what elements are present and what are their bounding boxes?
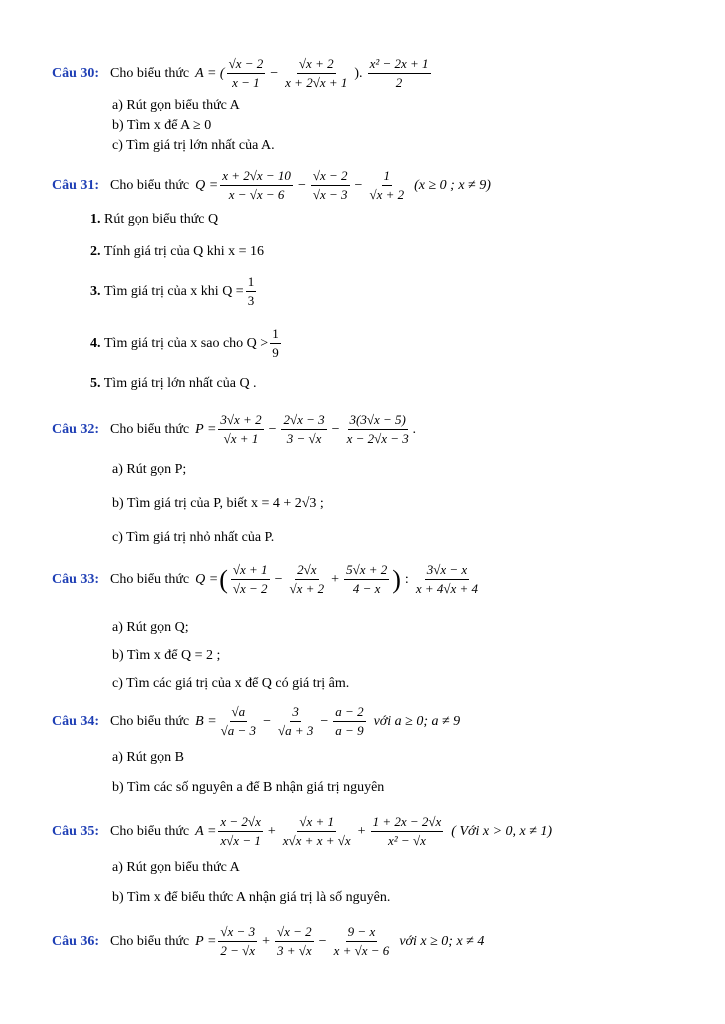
numerator: √x + 2 (297, 56, 336, 74)
part-number: 1. (90, 212, 101, 227)
fraction (275, 924, 314, 959)
operator: + (331, 571, 340, 587)
question-33 (52, 562, 482, 597)
fraction (287, 562, 326, 597)
question-30 (52, 56, 433, 91)
fraction (276, 704, 315, 739)
numerator: x + 2√x − 10 (220, 168, 293, 186)
numerator: 3√x + 2 (218, 412, 263, 430)
operator: − (320, 713, 329, 729)
expression (195, 412, 416, 447)
numerator: 1 (270, 326, 281, 344)
fraction (371, 814, 444, 849)
numerator: √x − 3 (218, 924, 257, 942)
fraction (414, 562, 480, 597)
expr-lhs: Q = (195, 571, 219, 587)
part-a: a) Rút gọn biểu thức A (112, 98, 240, 113)
fraction (218, 412, 263, 447)
expr-lhs: B = (195, 713, 217, 729)
question-32 (52, 412, 416, 447)
numerator: 3√x − x (425, 562, 469, 580)
operator: + (262, 933, 270, 949)
operator: + (357, 823, 366, 839)
numerator: 2√x − 3 (281, 412, 326, 430)
part-a: a) Rút gọn P; (112, 462, 187, 477)
operator: − (263, 713, 271, 729)
question-lead: Cho biểu thức (110, 177, 190, 193)
denominator: √x + 2 (289, 581, 325, 596)
operator: − (297, 177, 306, 193)
question-lead: Cho biểu thức (110, 571, 190, 587)
part-b: b) Tìm x để biểu thức A nhận giá trị là số nguyên. (112, 890, 391, 905)
fraction (231, 562, 270, 597)
fraction (246, 274, 257, 309)
expr-lhs: A = (195, 823, 217, 839)
part-c: c) Tìm các giá trị của x để Q có giá trị âm. (112, 676, 350, 691)
numerator: x² − 2x + 1 (368, 56, 431, 74)
numerator: a − 2 (333, 704, 365, 722)
numerator: 5√x + 2 (344, 562, 389, 580)
part-text: Tìm giá trị của x sao cho Q > (104, 335, 269, 351)
fraction (283, 56, 349, 91)
numerator: √x − 2 (311, 168, 350, 186)
part-4 (90, 326, 283, 361)
open-paren: ( (219, 564, 228, 594)
part-text: Tìm giá trị lớn nhất của Q . (103, 376, 257, 391)
denominator: x − 2√x − 3 (346, 431, 409, 446)
fraction (218, 814, 262, 849)
denominator: 9 (272, 345, 279, 360)
denominator: x + √x − 6 (333, 943, 390, 958)
denominator: √a + 3 (277, 723, 314, 738)
question-label: Câu 35: (52, 823, 100, 839)
fraction (220, 168, 293, 203)
question-label: Câu 31: (52, 177, 100, 193)
question-35 (52, 814, 552, 849)
operator: + (267, 823, 276, 839)
denominator: a − 9 (335, 723, 364, 738)
expression (195, 56, 432, 91)
fraction (270, 326, 281, 361)
denominator: √a − 3 (220, 723, 257, 738)
denominator: 3 − √x (286, 431, 322, 446)
question-lead: Cho biểu thức (110, 421, 190, 437)
numerator: √a (230, 704, 248, 722)
denominator: x − √x − 6 (228, 187, 285, 202)
operator: ). (354, 65, 363, 81)
expr-lhs: Q = (195, 177, 219, 193)
denominator: 3 + √x (276, 943, 312, 958)
fraction (227, 56, 266, 91)
close-paren: ) (392, 564, 401, 594)
expression (195, 168, 491, 203)
numerator: √x − 2 (227, 56, 266, 74)
operator: − (354, 177, 363, 193)
condition: ( Với x > 0, x ≠ 1) (451, 823, 553, 839)
numerator: 1 + 2x − 2√x (371, 814, 444, 832)
expression (195, 562, 482, 597)
denominator: x + 4√x + 4 (415, 581, 479, 596)
fraction (218, 924, 257, 959)
expr-lhs: P = (195, 933, 217, 949)
fraction (368, 56, 431, 91)
part-b: b) Tìm các số nguyên a để B nhận giá trị nguyên (112, 780, 385, 795)
part-text: Rút gọn biểu thức Q (104, 212, 219, 227)
numerator: 1 (382, 168, 393, 186)
expression (195, 704, 460, 739)
denominator: 4 − x (352, 581, 381, 596)
denominator: √x − 2 (232, 581, 268, 596)
operator: : (404, 571, 409, 587)
numerator: 3(3√x − 5) (348, 412, 408, 430)
part-text: Tìm giá trị của x khi Q = (104, 283, 244, 299)
fraction (332, 924, 392, 959)
condition: (x ≥ 0 ; x ≠ 9) (414, 177, 491, 193)
denominator: x² − √x (388, 833, 426, 848)
part-number: 4. (90, 335, 101, 351)
expr-tail: . (412, 421, 417, 437)
question-lead: Cho biểu thức (110, 65, 190, 81)
part-2 (90, 244, 264, 260)
question-31 (52, 168, 491, 203)
numerator: x − 2√x (218, 814, 262, 832)
part-5 (90, 376, 257, 392)
denominator: √x − 3 (312, 187, 348, 202)
part-c: c) Tìm giá trị nhỏ nhất của P. (112, 530, 275, 545)
numerator: √x + 1 (297, 814, 336, 832)
part-b: b) Tìm x để A ≥ 0 (112, 118, 212, 133)
numerator: 9 − x (346, 924, 378, 942)
condition: với x ≥ 0; x ≠ 4 (399, 933, 485, 949)
part-3 (90, 274, 258, 309)
denominator: x√x + x + √x (282, 833, 351, 848)
expr-lhs: A = ( (195, 65, 225, 81)
question-label: Câu 30: (52, 65, 100, 81)
operator: − (318, 933, 327, 949)
denominator: x − 1 (232, 75, 260, 90)
part-number: 2. (90, 244, 101, 259)
denominator: √x + 2 (369, 187, 405, 202)
question-label: Câu 34: (52, 713, 100, 729)
part-number: 3. (90, 283, 101, 299)
numerator: 3 (290, 704, 301, 722)
denominator: √x + 1 (223, 431, 259, 446)
question-34 (52, 704, 460, 739)
fraction (344, 562, 389, 597)
expr-lhs: P = (195, 421, 217, 437)
part-b: b) Tìm giá trị của P, biết x = 4 + 2√3 ; (112, 496, 324, 511)
expression (195, 814, 552, 849)
part-a: a) Rút gọn biểu thức A (112, 860, 240, 875)
numerator: √x + 1 (231, 562, 270, 580)
numerator: √x − 2 (275, 924, 314, 942)
fraction (367, 168, 406, 203)
denominator: 2 (395, 75, 403, 90)
fraction (281, 412, 326, 447)
question-label: Câu 36: (52, 933, 100, 949)
question-label: Câu 33: (52, 571, 100, 587)
condition: với a ≥ 0; a ≠ 9 (373, 713, 461, 729)
denominator: x√x − 1 (220, 833, 261, 848)
operator: − (270, 65, 279, 81)
denominator: 2 − √x (220, 943, 256, 958)
question-label: Câu 32: (52, 421, 100, 437)
denominator: 3 (247, 293, 255, 308)
part-c: c) Tìm giá trị lớn nhất của A. (112, 138, 275, 153)
fraction (281, 814, 353, 849)
denominator: x + 2√x + 1 (285, 75, 348, 90)
operator: − (274, 571, 283, 587)
part-a: a) Rút gọn Q; (112, 620, 189, 635)
operator: − (268, 421, 277, 437)
numerator: 2√x (295, 562, 318, 580)
part-a: a) Rút gọn B (112, 750, 184, 765)
question-lead: Cho biểu thức (110, 713, 190, 729)
fraction (311, 168, 350, 203)
question-36 (52, 924, 484, 959)
fraction (345, 412, 411, 447)
part-b: b) Tìm x để Q = 2 ; (112, 648, 221, 663)
fraction (333, 704, 365, 739)
part-number: 5. (90, 376, 101, 391)
numerator: 1 (246, 274, 257, 292)
operator: − (331, 421, 340, 437)
part-1 (90, 212, 218, 228)
expression (195, 924, 484, 959)
fraction (219, 704, 258, 739)
part-text: Tính giá trị của Q khi x = 16 (103, 244, 265, 259)
question-lead: Cho biểu thức (110, 823, 190, 839)
question-lead: Cho biểu thức (110, 933, 190, 949)
